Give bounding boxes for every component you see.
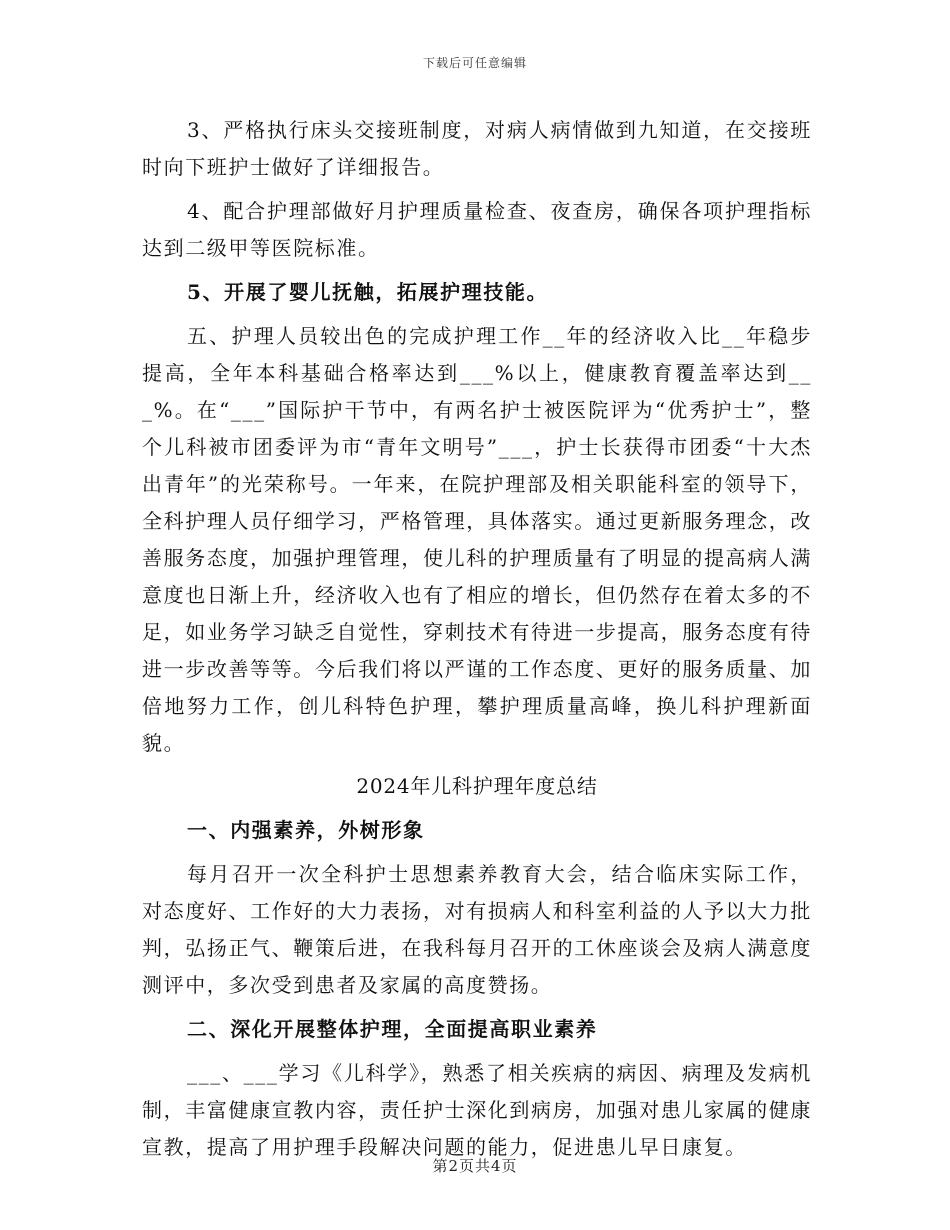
paragraph-item-4: 4、配合护理部做好月护理质量检查、夜查房，确保各项护理指标达到二级甲等医院标准。: [142, 199, 812, 260]
document-body: [142, 112, 812, 1166]
paragraph-item-5: 5、开展了婴儿抚触，拓展护理技能。: [187, 280, 549, 304]
paragraph-heading-two-body: ___、___学习《儿科学》，熟悉了相关疾病的病因、病理及发病机制，丰富健康宣教内容，责任护士深化到病房，加强对患儿家属的健康宣教，提高了用护理手段解决问题的能力，促进患儿早日康复。: [142, 1061, 812, 1159]
page-footer: 第2页共4页: [432, 1157, 518, 1175]
paragraph-section-five: 五、护理人员较出色的完成护理工作__年的经济收入比__年稳步提高，全年本科基础合格率达到___%以上，健康教育覆盖率达到___%。在“___”国际护干节中，有两名护士被医院评为“优秀护士”，整个儿科被市团委评为市“青年文明号”___，护士长获得市团委“十大杰出青年”的光荣称号。一年来，在院护理部及相关职能科室的领导下，全科护理人员仔细学习，严格管理，具体落实。通过更新服务理念，改善服务态度，加强护理管理，使儿科的护理质量有了明显的提高病人满意度也日渐上升，经济收入也有了相应的增长，但仍然存在着太多的不足，如业务学习缺乏自觉性，穿刺技术有待进一步提高，服务态度有待进一步改善等等。今后我们将以严谨的工作态度、更好的服务质量、加倍地努力工作，创儿科特色护理，攀护理质量高峰，换儿科护理新面貌。: [142, 324, 812, 755]
paragraph-item-3: 3、严格执行床头交接班制度，对病人病情做到九知道，在交接班时向下班护士做好了详细报告。: [142, 118, 812, 179]
paragraph-heading-one-body: 每月召开一次全科护士思想素养教育大会，结合临床实际工作，对态度好、工作好的大力表扬，对有损病人和科室利益的人予以大力批判，弘扬正气、鞭策后进，在我科每月召开的工休座谈会及病人满意度测评中，多次受到患者及家属的高度赞扬。: [142, 862, 812, 997]
heading-two: 二、深化开展整体护理，全面提高职业素养: [187, 1017, 598, 1041]
page-header: 下载后可任意编辑: [422, 56, 527, 70]
heading-one: 一、内强素养，外树形象: [187, 818, 425, 842]
section-title: 2024年儿科护理年度总结: [356, 774, 598, 798]
